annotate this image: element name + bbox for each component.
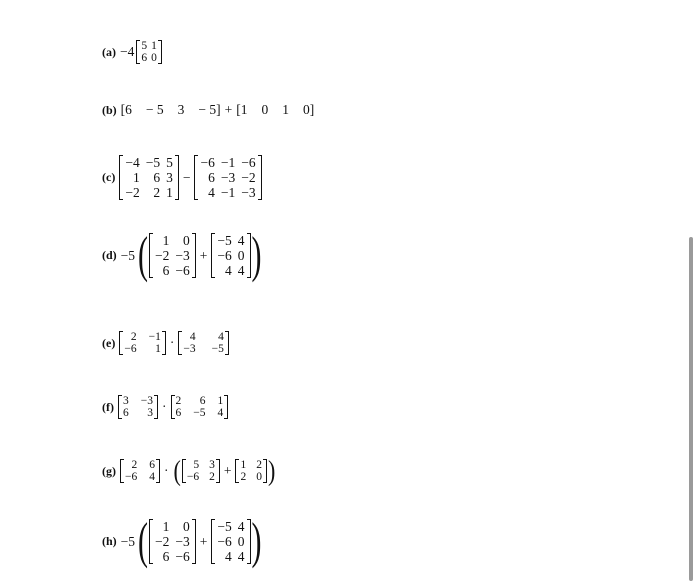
matrix-cell: 4 <box>225 549 232 564</box>
matrix-cell: −6 <box>124 343 137 355</box>
operator: + <box>223 463 232 478</box>
matrix-cell: −3 <box>140 395 153 407</box>
matrix-cell: 0 <box>256 471 262 483</box>
matrix-cell: 4 <box>225 263 232 278</box>
matrix-cell: 2 <box>256 459 262 471</box>
matrix <box>211 519 250 564</box>
matrix <box>194 155 261 200</box>
matrix-cell: 6 <box>199 395 206 407</box>
matrix <box>136 40 162 64</box>
matrix <box>149 519 196 564</box>
matrix-cell: 1 <box>166 185 173 200</box>
matrix-cell: 0 <box>237 248 245 263</box>
matrix-cell: 6 <box>141 52 148 64</box>
matrix <box>171 395 229 419</box>
scrollbar[interactable] <box>689 237 693 581</box>
matrix-cell: 5 <box>193 459 200 471</box>
matrix-cell: 1 <box>240 459 247 471</box>
matrix-cell: −6 <box>200 155 215 170</box>
matrix-cell: −5 <box>145 155 161 170</box>
matrix-cell: 5 <box>166 155 173 170</box>
problem-label: (g) <box>102 463 116 478</box>
matrix-cell: −3 <box>220 170 236 185</box>
scalar-coefficient: −5 <box>120 247 136 263</box>
matrix-cell: −3 <box>175 534 190 549</box>
vector-cell: 6 <box>125 102 132 117</box>
problem-g <box>102 454 276 487</box>
close-paren: ) <box>251 226 262 283</box>
matrix-cell: 6 <box>153 170 161 185</box>
problem-a <box>102 40 162 64</box>
matrix <box>235 459 267 483</box>
matrix-cell: −1 <box>148 331 161 343</box>
matrix-cell: −1 <box>220 185 236 200</box>
vector-cell: 3 <box>177 102 185 117</box>
matrix <box>119 155 179 200</box>
matrix-cell: 1 <box>132 170 140 185</box>
matrix-cell: 3 <box>209 459 215 471</box>
matrix-cell: 2 <box>240 471 247 483</box>
close-paren: ) <box>267 454 276 487</box>
matrix-cell: 2 <box>209 471 215 483</box>
matrix-cell: 1 <box>162 519 170 534</box>
matrix <box>178 331 229 355</box>
matrix-cell: −6 <box>125 471 138 483</box>
matrix-cell: 0 <box>183 233 190 248</box>
matrix-cell: 6 <box>123 407 129 419</box>
problem-label: (a) <box>102 44 116 59</box>
matrix-cell: 2 <box>131 459 138 471</box>
open-paren: ( <box>138 226 149 283</box>
operator: + <box>224 102 233 117</box>
close-bracket: ] <box>309 102 315 117</box>
matrix-cell: 0 <box>151 52 157 64</box>
matrix-cell: −6 <box>175 549 190 564</box>
matrix-cell: 4 <box>237 233 245 248</box>
row-vector <box>241 102 310 118</box>
matrix-cell: −5 <box>193 407 206 419</box>
vector-cell: 0 <box>261 102 269 117</box>
scalar-coefficient: −5 <box>120 533 136 549</box>
problem-b <box>102 102 314 118</box>
operator: · <box>169 335 175 350</box>
operator: · <box>164 463 169 478</box>
matrix-cell: 4 <box>218 331 224 343</box>
matrix-cell: 6 <box>208 170 215 185</box>
operator: + <box>199 533 208 549</box>
matrix-cell: −2 <box>155 248 170 263</box>
problem-c <box>102 155 262 200</box>
matrix <box>118 395 158 419</box>
matrix-cell: 4 <box>189 331 196 343</box>
problem-f <box>102 395 228 419</box>
matrix-cell: 2 <box>130 331 137 343</box>
problem-d <box>102 226 263 283</box>
matrix-cell: 6 <box>149 459 155 471</box>
matrix-cell: 3 <box>147 407 153 419</box>
matrix-cell: −2 <box>155 534 170 549</box>
close-paren: ) <box>251 512 262 569</box>
matrix-cell: 3 <box>123 395 129 407</box>
problem-e <box>102 331 229 355</box>
problem-label: (f) <box>102 399 114 414</box>
problem-label: (h) <box>102 534 117 548</box>
matrix-cell: −4 <box>125 155 140 170</box>
vector-cell: − 5 <box>145 102 164 117</box>
matrix-cell: 1 <box>162 233 170 248</box>
problem-h <box>102 512 263 569</box>
operator: − <box>182 169 191 185</box>
scalar-coefficient: −4 <box>120 44 135 59</box>
matrix <box>149 233 196 278</box>
problem-label: (e) <box>102 335 116 350</box>
operator: + <box>199 247 208 263</box>
problem-label: (b) <box>102 102 117 117</box>
matrix-cell: 1 <box>151 40 157 52</box>
matrix-cell: 1 <box>155 343 161 355</box>
matrix-cell: −5 <box>211 343 224 355</box>
matrix-cell: −2 <box>125 185 140 200</box>
matrix-cell: −6 <box>186 471 200 483</box>
open-paren: ( <box>173 454 181 487</box>
matrix-cell: −3 <box>241 185 256 200</box>
matrix-cell: 6 <box>162 263 170 278</box>
matrix-cell: 4 <box>149 471 155 483</box>
matrix-cell: 4 <box>208 185 215 200</box>
problem-label: (c) <box>102 170 116 184</box>
matrix-cell: 0 <box>237 534 245 549</box>
matrix <box>182 459 220 483</box>
open-paren: ( <box>138 512 149 569</box>
matrix-cell: −5 <box>217 519 232 534</box>
matrix-cell: 2 <box>153 185 161 200</box>
matrix-cell: 1 <box>217 395 224 407</box>
matrix-cell: 4 <box>217 407 224 419</box>
matrix-cell: −1 <box>220 155 236 170</box>
matrix-cell: 2 <box>175 395 182 407</box>
matrix-cell: −3 <box>175 248 190 263</box>
matrix-cell: 4 <box>237 519 245 534</box>
matrix-cell: 0 <box>183 519 190 534</box>
open-bracket: [ <box>236 102 241 117</box>
problem-label: (d) <box>102 248 117 262</box>
row-vector <box>125 102 216 118</box>
matrix-cell: 4 <box>237 549 245 564</box>
vector-cell: 0 <box>303 102 310 117</box>
matrix <box>211 233 250 278</box>
matrix-cell: −2 <box>241 170 256 185</box>
matrix-cell: 6 <box>162 549 170 564</box>
matrix-cell: 4 <box>237 263 245 278</box>
matrix-cell: 3 <box>166 170 173 185</box>
matrix-cell: −5 <box>217 233 232 248</box>
matrix <box>119 331 166 355</box>
vector-cell: − 5 <box>198 102 217 117</box>
close-bracket: ] <box>216 102 221 117</box>
matrix-cell: −3 <box>183 343 196 355</box>
matrix-cell: −6 <box>175 263 190 278</box>
open-bracket: [ <box>120 102 126 117</box>
matrix-cell: 5 <box>141 40 148 52</box>
matrix-cell: −6 <box>217 534 232 549</box>
operator: · <box>162 399 167 414</box>
matrix-cell: −6 <box>217 248 232 263</box>
matrix <box>120 459 160 483</box>
vector-cell: 1 <box>240 102 248 117</box>
vector-cell: 1 <box>282 102 290 117</box>
matrix-cell: 6 <box>175 407 182 419</box>
matrix-cell: −6 <box>241 155 256 170</box>
